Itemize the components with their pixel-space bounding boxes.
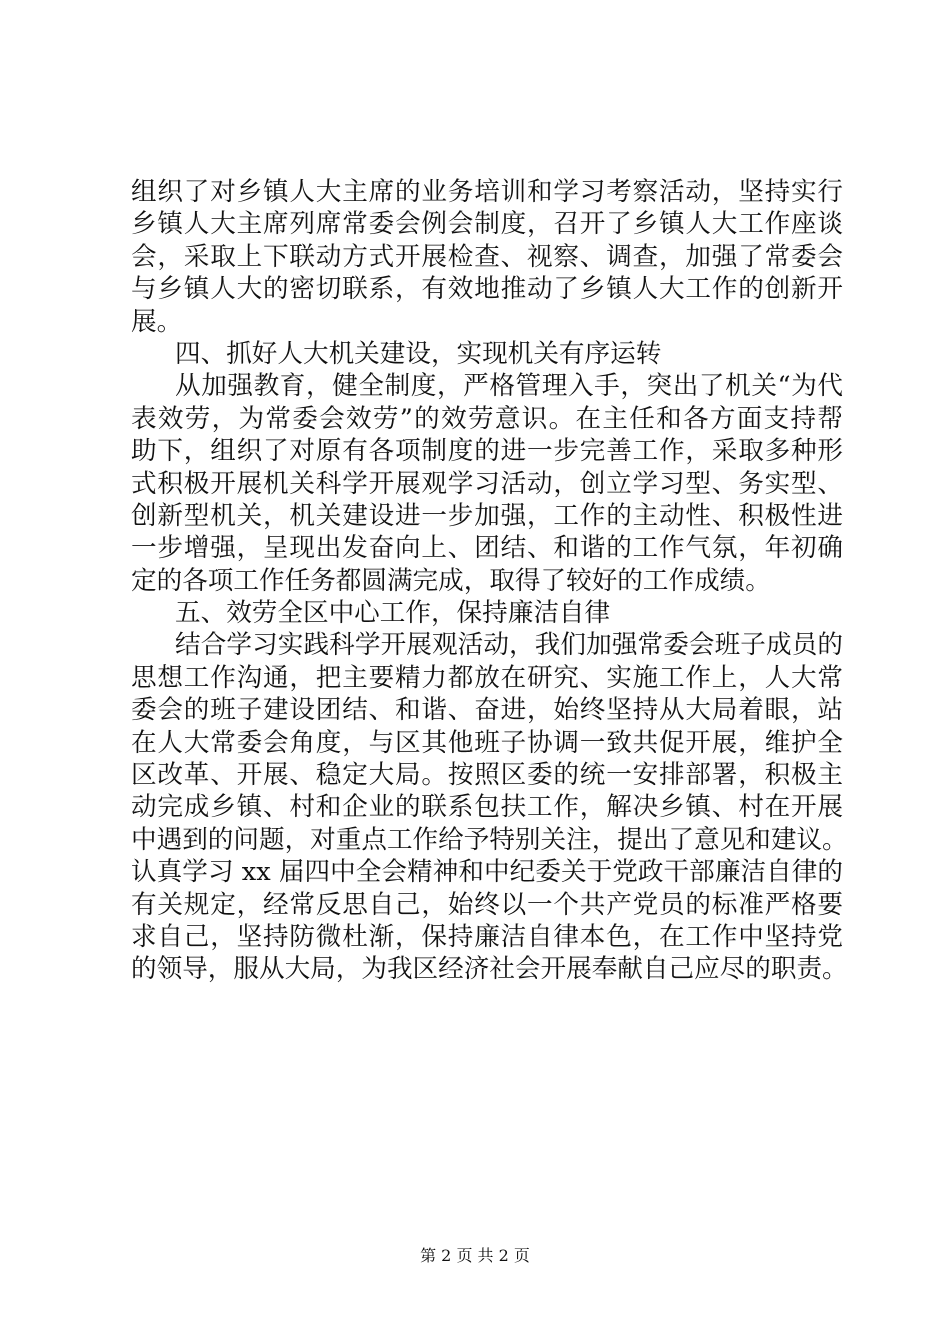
text-line: 表效劳，为常委会效劳”的效劳意识。在主任和各方面支持帮 [131,403,843,434]
text-line: 定的各项工作任务都圆满完成，取得了较好的工作成绩。 [131,565,771,596]
text-line: 委会的班子建设团结、和谐、奋进，始终坚持从大局着眼，站 [131,695,843,726]
text-line: 动完成乡镇、村和企业的联系包扶工作，解决乡镇、村在开展 [131,792,843,823]
text-line: 在人大常委会角度，与区其他班子协调一致共促开展，维护全 [131,727,843,758]
page-footer: 第 2 页 共 2 页 [420,1246,530,1265]
text-line: 中遇到的问题，对重点工作给予特别关注，提出了意见和建议。 [131,824,848,855]
text-line: 式积极开展机关科学开展观学习活动，创立学习型、务实型、 [131,468,843,499]
text-line: 从加强教育，健全制度，严格管理入手，突出了机关“为代 [175,371,843,402]
text-line: 区改革、开展、稳定大局。按照区委的统一安排部署，积极主 [131,760,843,791]
text-line: 乡镇人大主席列席常委会例会制度，召开了乡镇人大工作座谈 [131,209,843,240]
text-line: 求自己，坚持防微杜渐，保持廉洁自律本色，在工作中坚持党 [131,921,843,952]
body-text [131,176,848,986]
text-line: 助下，组织了对原有各项制度的进一步完善工作，采取多种形 [131,436,843,467]
text-line: 一步增强，呈现出发奋向上、团结、和谐的工作气氛，年初确 [131,533,843,564]
text-line: 有关规定，经常反思自己，始终以一个共产党员的标准严格要 [131,889,843,920]
text-line: 结合学习实践科学开展观活动，我们加强常委会班子成员的 [175,630,843,661]
text-line: 的领导，服从大局，为我区经济社会开展奉献自己应尽的职责。 [131,954,848,985]
text-line: 认真学习 xx 届四中全会精神和中纪委关于党政干部廉洁自律的 [131,857,843,888]
text-line: 会，采取上下联动方式开展检查、视察、调查，加强了常委会 [131,241,843,272]
text-line: 与乡镇人大的密切联系，有效地推动了乡镇人大工作的创新开 [131,274,843,305]
text-line: 创新型机关，机关建设进一步加强，工作的主动性、积极性进 [131,500,843,531]
text-line: 思想工作沟通，把主要精力都放在研究、实施工作上，人大常 [131,662,843,693]
text-line: 五、效劳全区中心工作，保持廉洁自律 [175,598,611,629]
text-line: 四、抓好人大机关建设，实现机关有序运转 [175,338,662,369]
text-line: 组织了对乡镇人大主席的业务培训和学习考察活动，坚持实行 [131,177,843,207]
text-line: 展。 [131,306,183,337]
